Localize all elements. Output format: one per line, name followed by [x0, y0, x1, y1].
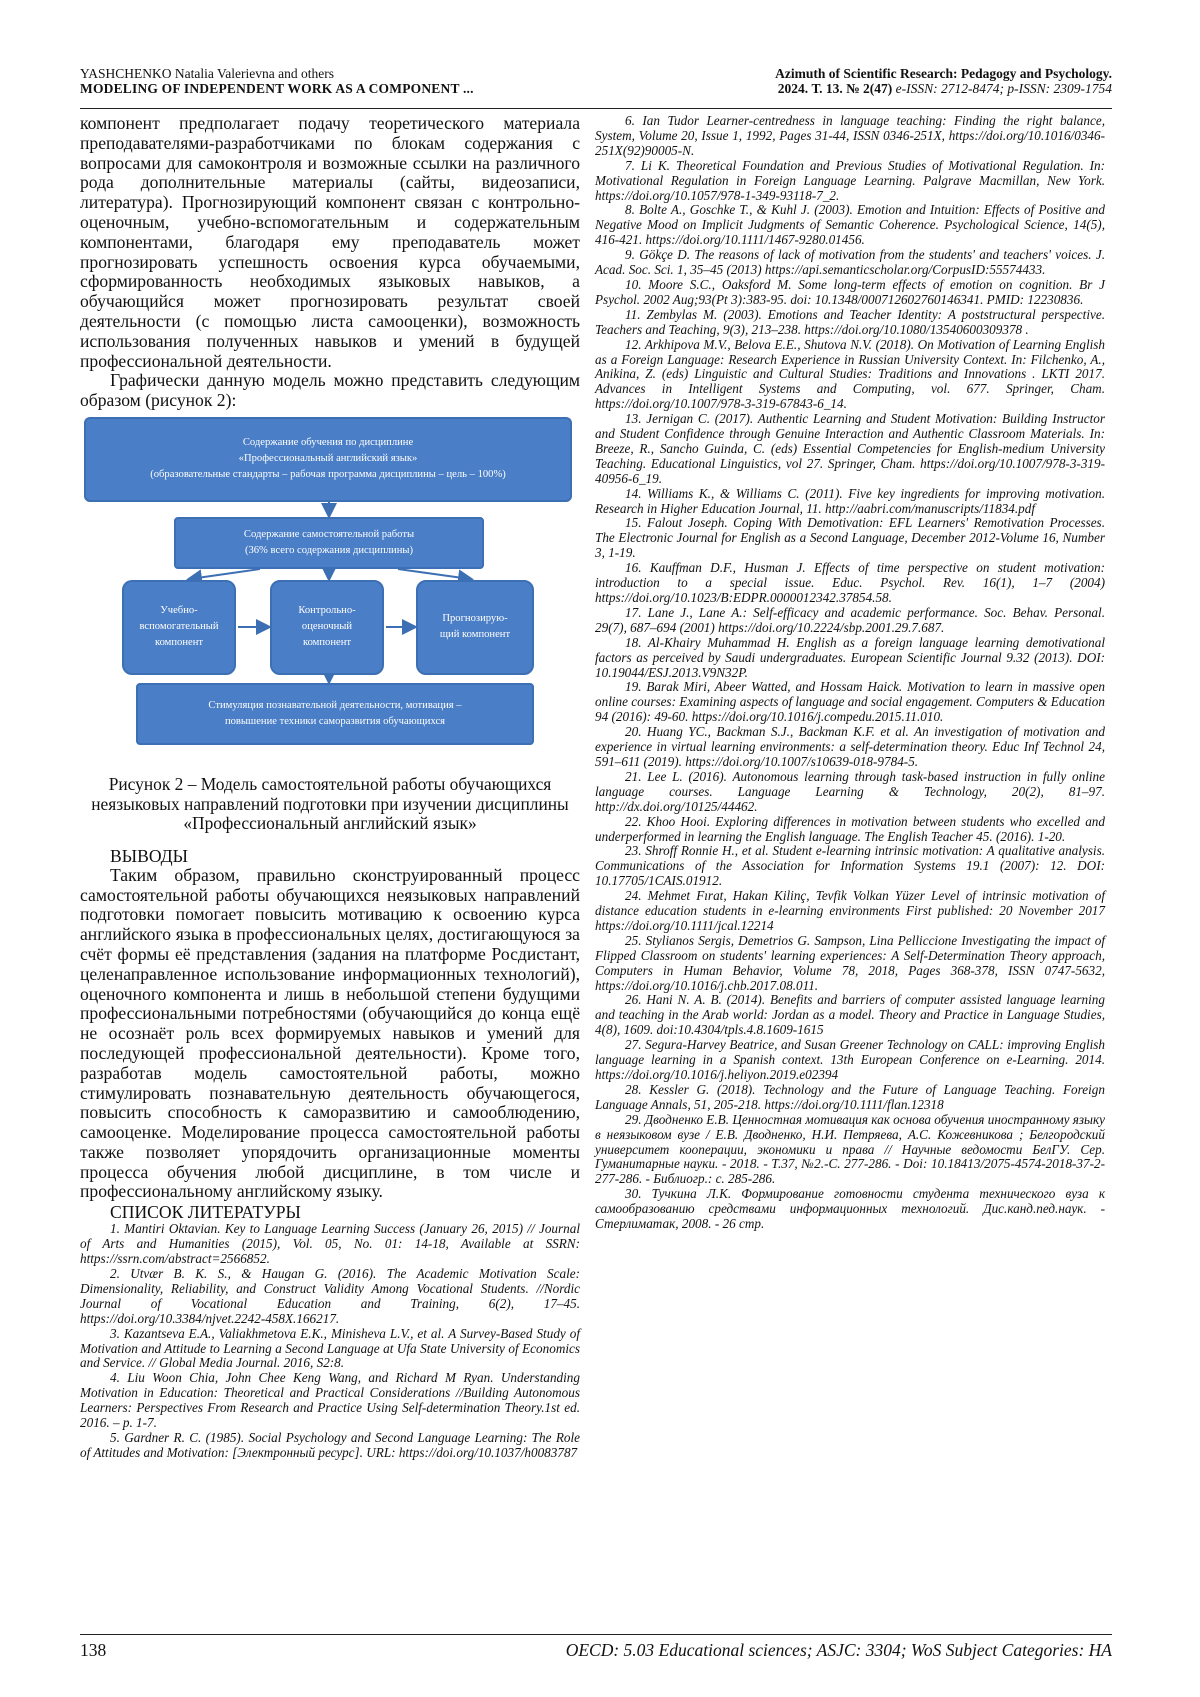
reference-item: 5. Gardner R. C. (1985). Social Psychology and Second Language Learning: The Role of Attitudes and Motivation: [Электронный ресурс]. URL: https://doi.org/10.1037/h0083787	[80, 1429, 580, 1460]
arrow-mid-to-c1	[190, 569, 260, 579]
box-c1-line-1: Учебно-	[160, 605, 198, 617]
box-c2-line-2: оценочный	[301, 621, 353, 633]
right-column	[595, 114, 1105, 1232]
box-top-line-1: Содержание обучения по дисциплине	[242, 437, 414, 449]
box-c2-line-1: Контрольно-	[298, 605, 356, 617]
box-c2-line-3: компонент	[302, 637, 352, 649]
reference-item: 27. Segura-Harvey Beatrice, and Susan Greener Technology on CALL: improving English language learning in a Spanish context. 13th European Conference on e-Learning. 2014. https://doi.org/10.1016/j.heliyon.2019.e02394	[595, 1037, 1105, 1082]
header-left	[80, 66, 474, 96]
box-c3-line-1: Прогнозирую-	[442, 613, 508, 625]
reference-item: 2. Utvær B. K. S., & Haugan G. (2016). The Academic Motivation Scale: Dimensionality, Reliability, and Construct Validity Among Vocational Students. //Nordic Journal of Vocational Education and Training, 6(2), 17–45. https://doi.org/10.3384/njvet.2242-458X.166217.	[80, 1266, 580, 1326]
diagram-box-independent-work	[174, 517, 484, 569]
diagram-box-stimulation	[136, 683, 534, 745]
box-c3-line-2: щий компонент	[439, 629, 511, 641]
header-rule	[80, 108, 1112, 109]
box-mid-line-1: Содержание самостоятельной работы	[243, 528, 415, 540]
reference-item: 22. Khoo Hooi. Exploring differences in motivation between students who excelled and underperformed in learning the English language. The English Teacher 45. (2016). 1-20.	[595, 813, 1105, 844]
box-mid-line-2: (36% всего содержания дисциплины)	[244, 544, 414, 556]
header-journal: Azimuth of Scientific Research: Pedagogy and Psychology.	[775, 66, 1112, 81]
references-list-right	[595, 114, 1105, 1232]
reference-item: 17. Lane J., Lane A.: Self-efficacy and academic performance. Soc. Behav. Personal. 29(7), 687–694 (2001) https://doi.org/10.2224/sbp.2001.29.7.687.	[595, 604, 1105, 635]
reference-item: 29. Дводненко Е.В. Ценностная мотивация как основа обучения иностранному языку в неязыковом вузе / Е.В. Дводненко, Н.И. Петряева, А.С. Кожевникова ; Белгородский университет кооперации, экономики и права // Научные ведомости БелГУ. Сер. Гуманитарные науки. - 2018. - Т.37, №2.-С. 277-286. - Doi: 10.18413/2075-4574-2018-37-2-277-286. - Библиогр.: с. 285-286.	[595, 1111, 1105, 1187]
header-author: YASHCHENKO Natalia Valerievna and others	[80, 66, 334, 81]
reference-item: 3. Kazantseva E.A., Valiakhmetova E.K., Minisheva L.V., et al. A Survey-Based Study of Motivation and Attitude to Learning a Second Language at Ufa State University of Economics and Service. // Global Media Journal. 2016, S2:8.	[80, 1325, 580, 1371]
header-issue: 2024. Т. 13. № 2(47)	[777, 81, 893, 96]
reference-item: 25. Stylianos Sergis, Demetrios G. Sampson, Lina Pelliccione Investigating the impact of Flipped Classroom on students' learning experiences: A Self-Determination Theory approach, Computers in Human Behavior, Volume 78, 2018, Pages 368-378, ISSN 0747-5632, https://doi.org/10.1016/j.chb.2017.08.011.	[595, 932, 1105, 993]
reference-item: 9. Gökçe D. The reasons of lack of motivation from the students' and teachers' voices. J. Acad. Soc. Sci. 1, 35–45 (2013) https://api.semanticscholar.org/CorpusID:55574433.	[595, 247, 1105, 278]
reference-item: 18. Al-Khairy Muhammad H. English as a foreign language learning demotivational factors as perceived by Saudi undergraduates. European Scientific Journal 9.32 (2013). DOI: 10.19044/ESJ.2013.V9N32P.	[595, 634, 1105, 680]
figure-caption: Рисунок 2 – Модель самостоятельной работы обучающихся неязыковых направлений подготовки при изучении дисциплины «Профессиональный английский язык»	[91, 773, 569, 834]
box-c1-line-2: вспомогательный	[139, 621, 219, 633]
references-heading: СПИСОК ЛИТЕРАТУРЫ	[110, 1202, 301, 1223]
left-column	[80, 114, 580, 1461]
box-c1-line-3: компонент	[154, 637, 204, 649]
reference-item: 6. Ian Tudor Learner-centredness in language teaching: Finding the right balance, System, Volume 20, Issue 1, 1992, Pages 31-44, ISSN 0346-251X, https://doi.org/10.1016/0346-251X(92)90005-N.	[595, 113, 1105, 158]
diagram-box-support-component	[122, 580, 236, 675]
conclusions-heading: ВЫВОДЫ	[110, 845, 188, 866]
reference-item: 10. Moore S.C., Oaksford M. Some long-term effects of emotion on cognition. Br J Psychol. 2002 Aug;93(Pt 3):383-95. doi: 10.1348/000712602760146341. PMID: 12230836.	[595, 276, 1105, 307]
box-top-line-2: «Профессиональный английский язык»	[238, 453, 418, 465]
page-number: 138	[80, 1640, 107, 1660]
footer-classification: OECD: 5.03 Educational sciences; ASJC: 3304; WoS Subject Categories: HA	[565, 1640, 1112, 1660]
reference-item: 20. Huang YC., Backman S.J., Backman K.F. et al. An investigation of motivation and experience in virtual learning environments: a self-determination theory. Educ Inf Technol 24, 591–611 (2019). https://doi.org/10.1007/s10639-018-9784-5.	[595, 724, 1105, 769]
header-right	[775, 66, 1112, 96]
box-bot-line-2: повышение техники саморазвития обучающихся	[224, 715, 446, 727]
reference-item: 8. Bolte A., Goschke T., & Kuhl J. (2003). Emotion and Intuition: Effects of Positive and Negative Mood on Implicit Judgments of Semantic Coherence. Psychological Science, 14(5), 416-421. https://doi.org/10.1111/1467-9280.01456.	[595, 202, 1105, 248]
box-top-line-3: (образовательные стандарты – рабочая программа дисциплины – цель – 100%)	[150, 469, 506, 481]
reference-item: 21. Lee L. (2016). Autonomous learning through task-based instruction in fully online language courses. Language Learning & Technology, 20(2), 81–97. http://dx.doi.org/10125/44462.	[595, 768, 1105, 814]
reference-item: 15. Falout Joseph. Coping With Demotivation: EFL Learners' Remotivation Processes. The Electronic Journal for English as a Second Language, December 2012-Volume 16, Number 3, 1-19.	[595, 515, 1105, 561]
body-paragraph-1: компонент предполагает подачу теоретического материала преподавателями-разработчиками по блокам содержания с вопросами для самоконтроля и возможные ссылки на различного рода дополнительные материалы (сайты, видеозаписи, литература). Прогнозирующий компонент связан с контрольно-оценочным, учебно-вспомогательным и содержательным компонентами, благодаря ему преподаватель может прогнозировать успешность освоения курса обучаемыми, сформированность необходимых языковых навыков, а обучающийся может прогнозировать результат своей деятельности (с помощью листа самооценки), возможность использования полученных навыков и умений в будущей профессиональной деятельности.	[80, 113, 580, 371]
diagram-box-course-content	[84, 417, 572, 502]
reference-item: 16. Kauffman D.F., Husman J. Effects of time perspective on student motivation: introduction to a special issue. Educ. Psychol. Rev. 16(1), 1–7 (2004) https://doi.org/10.1023/B:EDPR.0000012342.37854.58.	[595, 560, 1105, 605]
arrow-mid-to-c3	[398, 569, 470, 579]
reference-item: 11. Zembylas M. (2003). Emotions and Teacher Identity: A poststructural perspective. Teachers and Teaching, 9(3), 213–238. https://doi.org/10.1080/13540600309378 .	[595, 306, 1105, 337]
page-header	[80, 66, 1112, 110]
header-article-title: MODELING OF INDEPENDENT WORK AS A COMPONENT ...	[80, 81, 474, 96]
conclusions-paragraph: Таким образом, правильно сконструированный процесс самостоятельной работы обучающихся неязыковых направлений подготовки помогает повысить мотивацию к освоению курса английского языка в профессиональных целях, достигающуюся за счёт формы её представления (задания на платформе Росдистант, целенаправленное использование информационных технологий), оценочного компонента и лишь в небольшой степени будущими профессиональными потребностями (обучающийся до конца ещё не осознаёт роль всех формируемых навыков и умений для последующей профессиональной деятельности). Кроме того, разработав модель самостоятельной работы, можно стимулировать познавательную деятельность обучающегося, повысить способность к саморазвитию и самооблюдению, самооценке. Моделирование процесса самостоятельной работы также позволяет упорядочить организационные моменты процесса обучения любой дисциплине, в том числе и профессиональному английскому языку.	[80, 864, 580, 1202]
diagram-box-forecast-component	[416, 580, 534, 675]
references-list-left	[80, 1222, 580, 1461]
reference-item: 23. Shroff Ronnie H., et al. Student e-learning intrinsic motivation: A qualitative analysis. Communications of the Association for Information Systems 19.1 (2007): 12. DOI: 10.17705/1CAIS.01912.	[595, 843, 1105, 889]
reference-item: 24. Mehmet Fırat, Hakan Kilinç, Tevfik Volkan Yüzer Level of intrinsic motivation of distance education students in e-learning environments First published: 20 November 2017 https://doi.org/10.1111/jcal.12214	[595, 888, 1105, 933]
reference-item: 1. Mantiri Oktavian. Key to Language Learning Success (January 26, 2015) // Journal of Arts and Humanities (2015), Vol. 05, No. 01: 14-18, Available at SSRN: https://ssrn.com/abstract=2566852.	[80, 1221, 580, 1267]
model-diagram	[80, 417, 580, 769]
reference-item: 12. Arkhipova M.V., Belova E.E., Shutova N.V. (2018). On Motivation of Learning English as a Foreign Language: Research Experience in Russian University Context. In: Filchenko, A., Anikina, Z. (eds) Linguistic and Cultural Studies: Traditions and Innovations . LKTI 2017. Advances in Intelligent Systems and Computing, vol. 677. Springer, Cham. https://doi.org/10.1007/978-3-319-67843-6_14.	[595, 336, 1105, 412]
reference-item: 26. Hani N. A. B. (2014). Benefits and barriers of computer assisted language learning and teaching in the Arab world: Jordan as a model. Theory and Practice in Language Studies, 4(8), 1609. doi:10.4304/tpls.4.8.1609-1615	[595, 992, 1105, 1038]
reference-item: 4. Liu Woon Chia, John Chee Keng Wang, and Richard M Ryan. Understanding Motivation in Education: Theoretical and Practical Considerations //Building Autonomous Learners: Perspectives From Research and Practice Using Self-determination Theory.1st ed. 2016. – p. 1-7.	[80, 1370, 580, 1431]
reference-item: 14. Williams K., & Williams C. (2011). Five key ingredients for improving motivation. Research in Higher Education Journal, 11. http://aabri.com/manuscripts/11834.pdf	[595, 485, 1105, 516]
diagram-box-control-component	[270, 580, 384, 675]
body-paragraph-2: Графически данную модель можно представить следующим образом (рисунок 2):	[80, 370, 580, 411]
footer-rule	[80, 1634, 1112, 1635]
header-issn: e-ISSN: 2712-8474; p-ISSN: 2309-1754	[895, 81, 1112, 96]
box-bot-line-1: Стимуляция познавательной деятельности, мотивация –	[208, 699, 462, 711]
reference-item: 7. Li K. Theoretical Foundation and Previous Studies of Motivational Regulation. In: Motivational Regulation in Foreign Language Learning. Palgrave Macmillan, New York. https://doi.org/10.1057/978-1-349-93118-7_2.	[595, 157, 1105, 203]
reference-item: 28. Kessler G. (2018). Technology and the Future of Language Teaching. Foreign Language Annals, 51, 205-218. https://doi.org/10.1111/flan.12318	[595, 1081, 1105, 1112]
reference-item: 19. Barak Miri, Abeer Watted, and Hossam Haick. Motivation to learn in massive open online courses: Examining aspects of language and social engagement. Computers & Education 94 (2016): 49-60. https://doi.org/10.1016/j.compedu.2015.11.010.	[595, 679, 1105, 725]
reference-item: 30. Тучкина Л.К. Формирование готовности студента технического вуза к самообразованию средствами информационных технологий. Дис.канд.пед.наук. - Стерлиматак, 2008. - 26 стр.	[595, 1186, 1105, 1232]
reference-item: 13. Jernigan C. (2017). Authentic Learning and Student Motivation: Building Instructor and Student Confidence through Genuine Interaction and Authentic Classroom Materials. In: Breeze, R., Sancho Guinda, C. (eds) Essential Competencies for English-medium University Teaching. Educational Linguistics, vol 27. Springer, Cham. https://doi.org/10.1007/978-3-319-40956-6_19.	[595, 411, 1105, 486]
